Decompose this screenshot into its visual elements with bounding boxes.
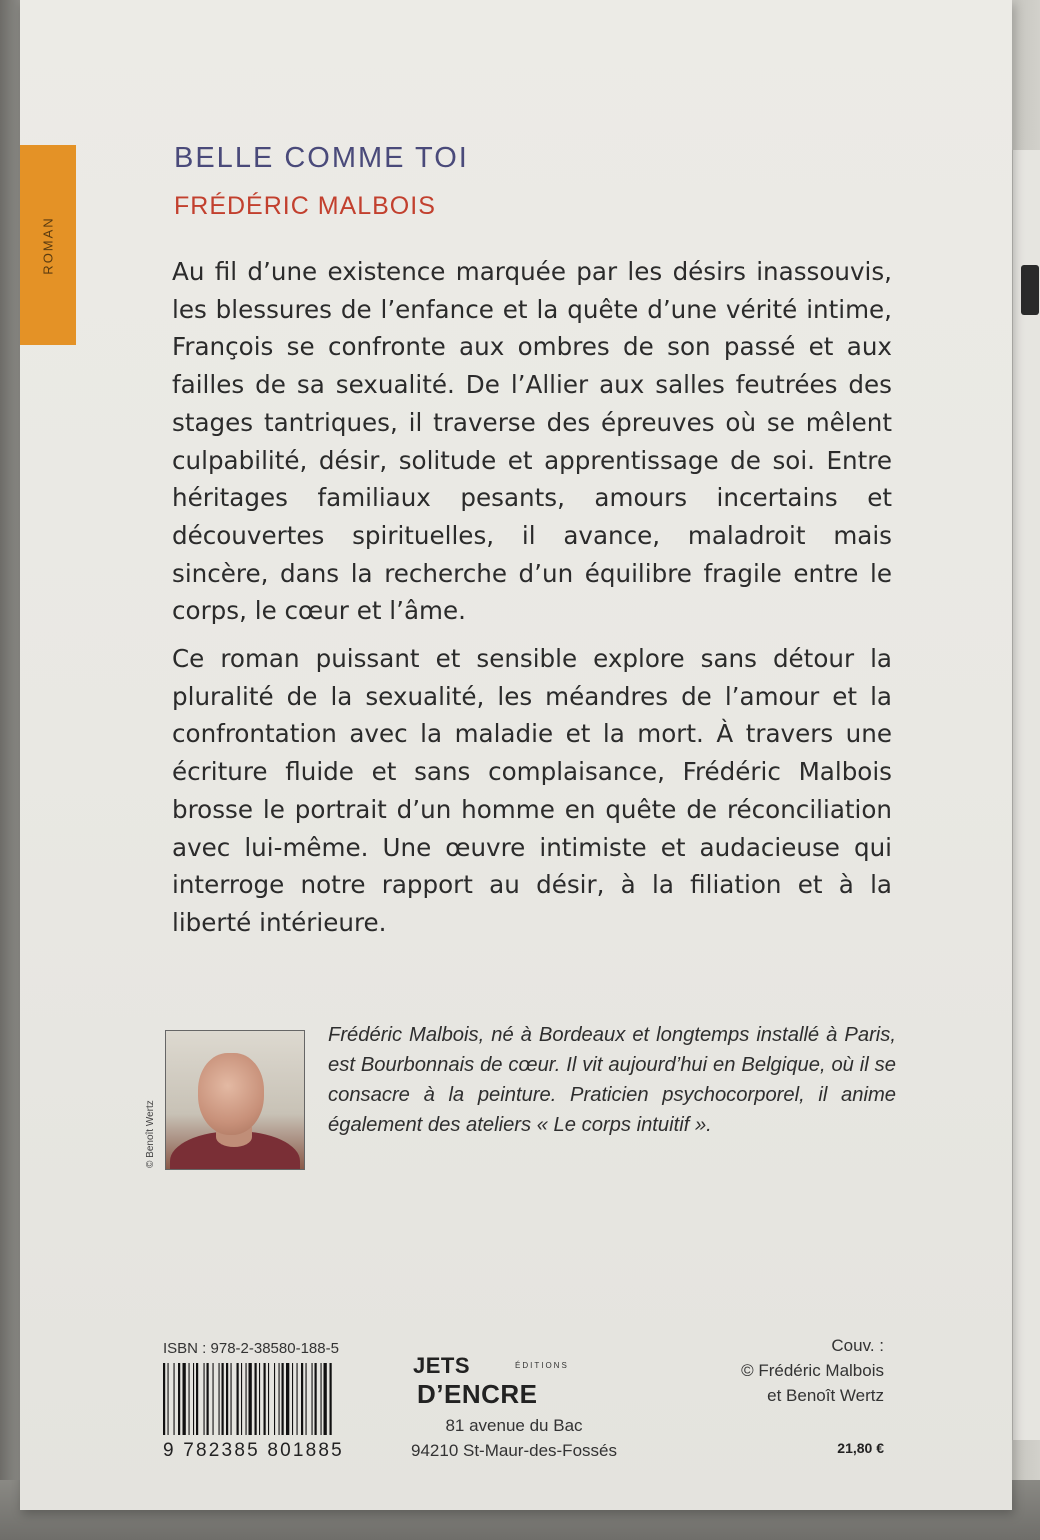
isbn: ISBN : 978-2-38580-188-5 (163, 1340, 339, 1357)
publisher-logo (413, 1353, 613, 1411)
book-title: BELLE COMME TOI (174, 142, 469, 174)
credits-line: © Frédéric Malbois (741, 1361, 884, 1380)
address-line: 81 avenue du Bac (445, 1416, 583, 1435)
publisher-address (404, 1413, 624, 1463)
genre-tab (20, 145, 76, 345)
adjacent-book-mark (1021, 265, 1039, 315)
address-line: 94210 St-Maur-des-Fossés (411, 1441, 617, 1460)
credits-line: et Benoît Wertz (767, 1386, 884, 1405)
blurb-paragraph: Ce roman puissant et sensible explore sans détour la pluralité de la sexualité, les méandres de l’amour et la confrontation avec la maladie et la mort. À travers une écriture fluide et sans complaisance, Frédéric Malbois brosse le portrait d’un homme en quête de réconciliation avec lui-même. Une œuvre intimiste et audacieuse qui interroge notre rapport au désir, à la filiation et à la liberté intérieure. (172, 644, 892, 937)
genre-label: ROMAN (40, 215, 56, 275)
publisher-name-line1: JETS (413, 1353, 471, 1378)
author-bio: Frédéric Malbois, né à Bordeaux et longtemps installé à Paris, est Bourbonnais de cœur. Il vit aujourd’hui en Belgique, où il se consacre à la peinture. Praticien psychocorporel, il anime également des ateliers « Le corps intuitif ». (328, 1024, 896, 1136)
book-back-cover (20, 0, 1012, 1510)
price: 21,80 € (837, 1440, 884, 1456)
author-photo (165, 1030, 305, 1170)
adjacent-book-edge (1012, 150, 1040, 1440)
credits-line: Couv. : (831, 1336, 884, 1355)
photo-head (198, 1053, 264, 1135)
cover-credits (741, 1333, 884, 1408)
book-author: FRÉDÉRIC MALBOIS (174, 192, 436, 220)
publisher-name-line2: D’ENCRE (417, 1379, 538, 1409)
photo-credit: © Benoît Wertz (145, 1100, 156, 1168)
blurb-paragraph: Au fil d’une existence marquée par les désirs inassouvis, les blessures de l’enfance et la quête d’une vérité intime, François se confronte aux ombres de son passé et aux failles de sa sexualité. De l’Allier aux salles feutrées des stages tantriques, il traverse des épreuves où se mêlent culpabilité, désir, solitude et apprentissage de soi. Entre héritages familiaux pesants, amours incertains et découvertes spirituelles, il avance, maladroit mais sincère, dans la recherche d’un équilibre fragile entre le corps, le cœur et l’âme. (172, 257, 892, 626)
blurb (172, 253, 892, 952)
publisher-editions: ÉDITIONS (515, 1361, 569, 1370)
barcode (163, 1363, 375, 1435)
barcode-digits: 9 782385 801885 (163, 1440, 344, 1461)
